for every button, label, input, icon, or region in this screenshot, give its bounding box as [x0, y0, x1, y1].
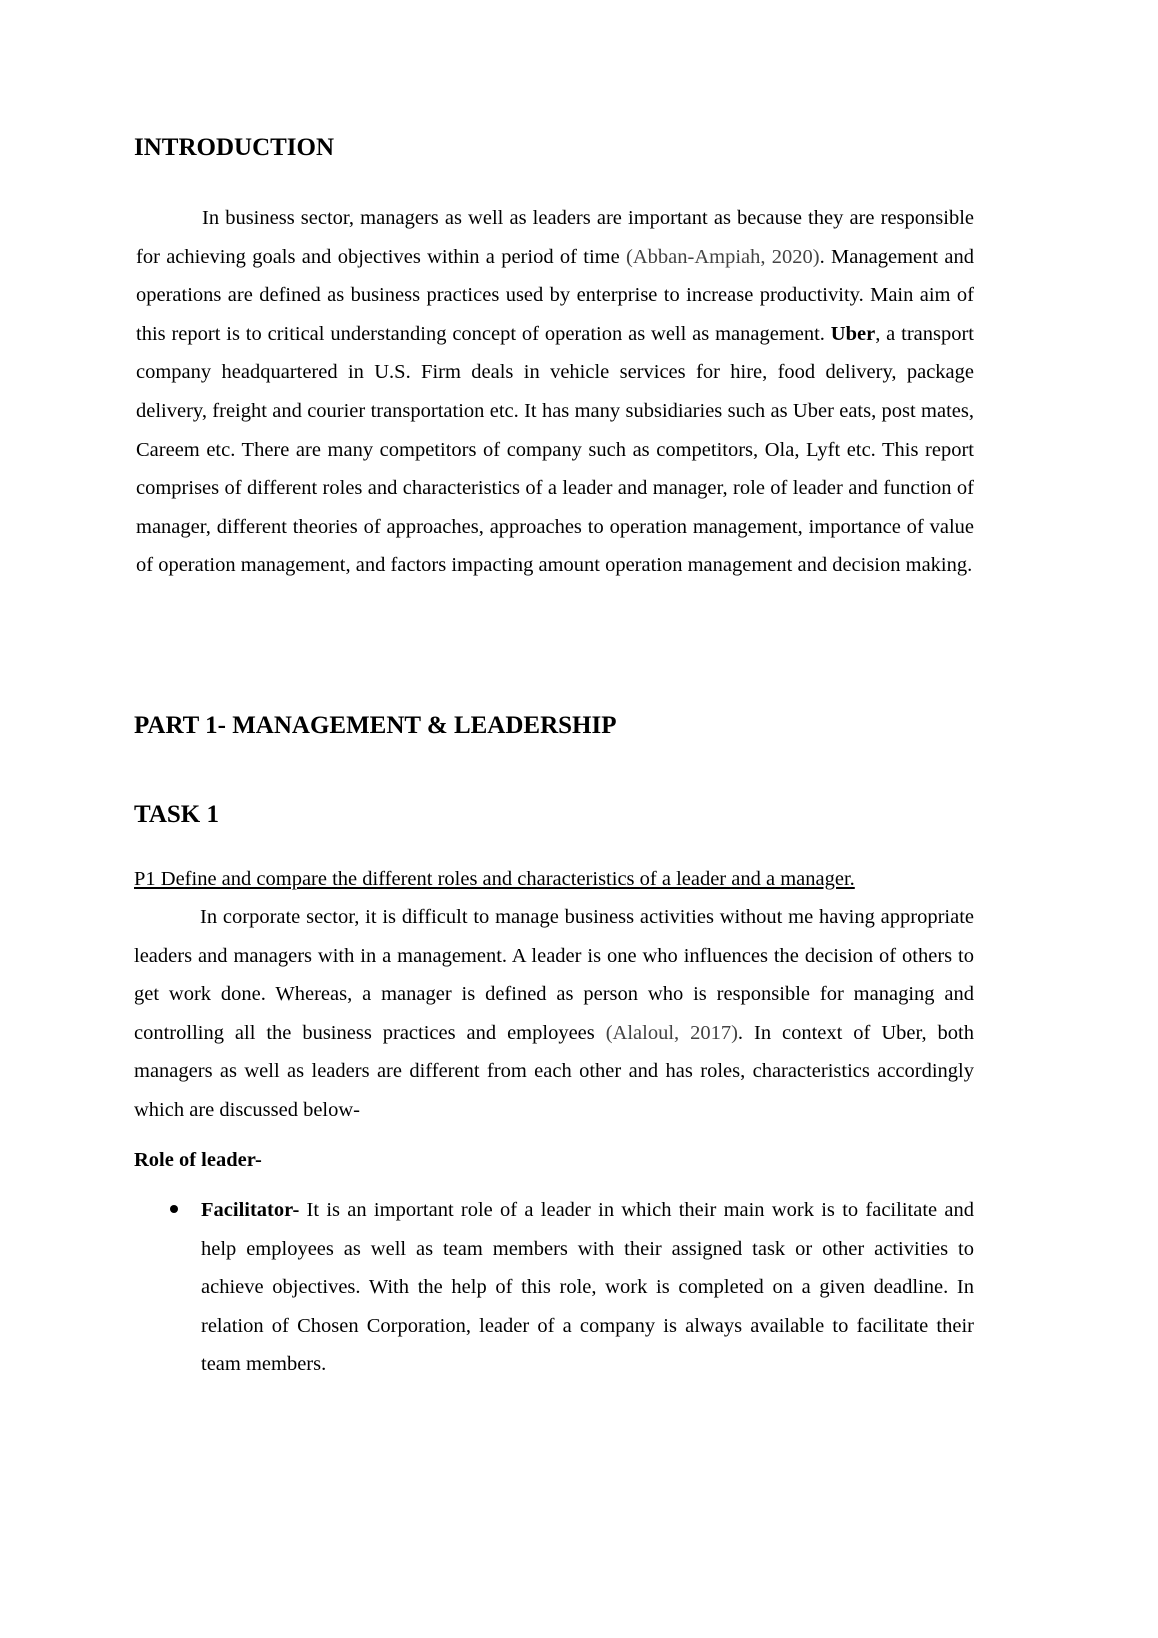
intro-text-1: In business sector, managers as well as leaders are important as because they are responsible for achieving goals and objectives within a period of time: [136, 207, 974, 268]
citation: (Alaloul, 2017): [605, 1021, 738, 1044]
task1-text-1: In corporate sector, it is difficult to manage business activities without me having appropriate leaders and managers with in a management. A leader is one who influences the decision of others to get work done. Whereas, a manager is defined as person who is responsible for managing and controlling all the business practices and employees: [134, 906, 974, 1044]
intro-text-2: . Management and operations are defined as business practices used by enterprise to increase productivity. Main aim of this report is to critical understanding concept of operation as well as management.: [136, 245, 974, 345]
bullet-icon: [170, 1205, 178, 1213]
intro-text-3: , a transport company headquartered in U.S. Firm deals in vehicle services for hire, food delivery, package delivery, freight and courier transportation etc. It has many subsidiaries such as Uber eats, post mates, Careem etc. There are many competitors of company such as competitors, Ola, Lyft etc. This report comprises of different roles and characteristics of a leader and manager, role of leader and function of manager, different theories of approaches, approaches to operation management, importance of value of operation management, and factors impacting amount operation management and decision making.: [136, 322, 974, 577]
p1-subheading: P1 Define and compare the different roles and characteristics of a leader and a manager.: [134, 868, 855, 890]
part1-heading: PART 1- MANAGEMENT & LEADERSHIP: [134, 712, 617, 739]
citation: (Abban-Ampiah, 2020): [626, 245, 820, 268]
bullet-term: Facilitator-: [201, 1199, 300, 1221]
bullet-description: It is an important role of a leader in which their main work is to facilitate and help employees as well as team members with their assigned task or other activities to achieve objectives. With the help of this role, work is completed on a given deadline. In relation of Chosen Corporation, leader of a company is always available to facilitate their team members.: [201, 1199, 974, 1376]
bullet-text: [201, 1191, 974, 1384]
introduction-paragraph: [136, 199, 974, 585]
task1-text-2: . In context of Uber, both managers as well as leaders are different from each other and has roles, characteristics accordingly which are discussed below-: [134, 1021, 974, 1121]
company-name: Uber: [830, 322, 876, 345]
role-of-leader-heading: Role of leader-: [134, 1149, 262, 1171]
task1-heading: TASK 1: [134, 801, 219, 828]
task1-paragraph: [134, 898, 974, 1130]
introduction-heading: INTRODUCTION: [134, 134, 335, 161]
list-item: [170, 1191, 974, 1384]
